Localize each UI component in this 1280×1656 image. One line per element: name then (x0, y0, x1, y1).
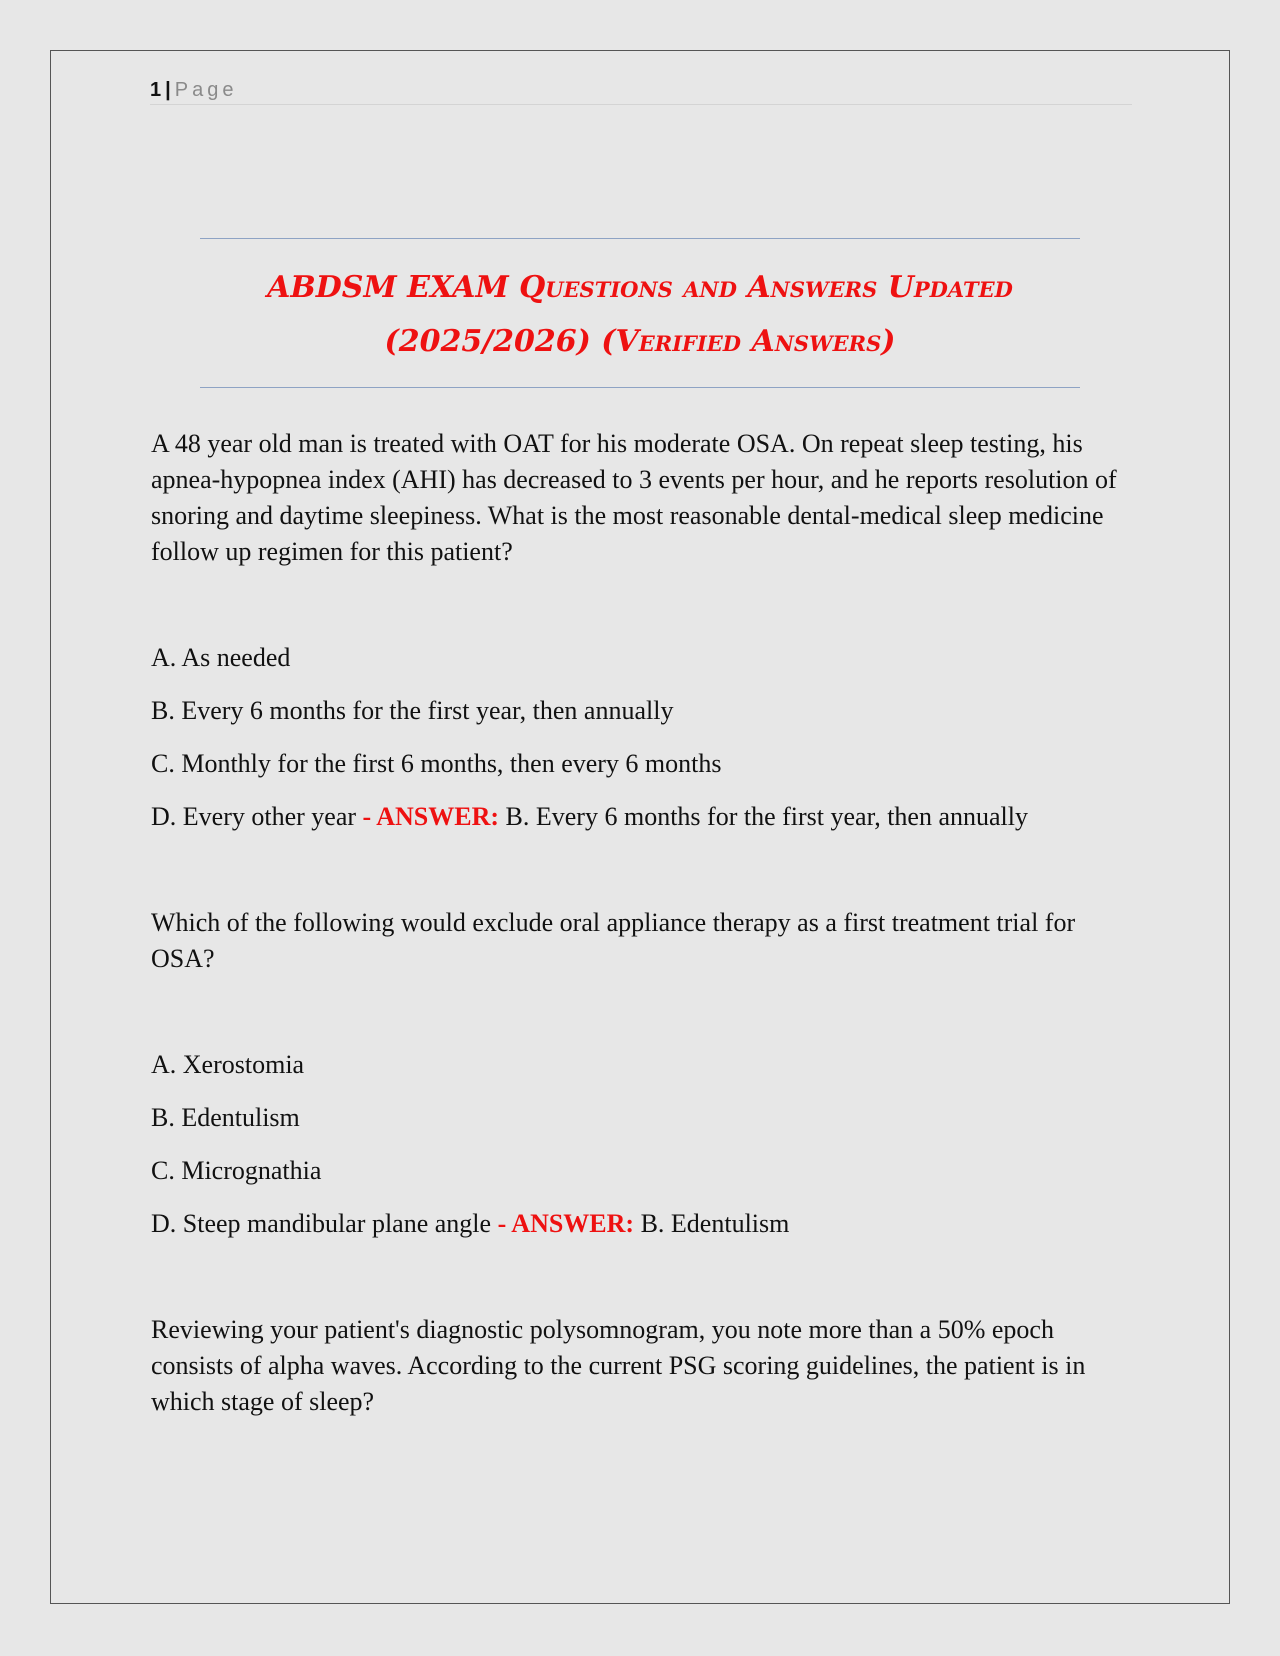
question-1-answer-text: B. Every 6 months for the first year, then annually (505, 802, 1028, 831)
question-2-option-c: C. Micrognathia (151, 1156, 322, 1185)
question-1-option-d-text: D. Every other year (151, 802, 357, 831)
question-1-answer-label: - ANSWER: (362, 802, 500, 831)
page-number: 1 (150, 79, 162, 101)
page-word: Page (174, 79, 238, 101)
question-2-option-b: B. Edentulism (151, 1103, 300, 1132)
question-1-option-c: C. Monthly for the first 6 months, then every 6 months (151, 749, 722, 778)
question-2-option-a: A. Xerostomia (151, 1050, 305, 1079)
question-1-option-d (151, 799, 1131, 835)
title-line-1: ABDSM EXAM Questions and Answers Updated (267, 270, 1013, 305)
document-title (200, 261, 1080, 369)
question-1-text: A 48 year old man is treated with OAT for his moderate OSA. On repeat sleep testing, his apnea-hypopnea index (AHI) has decreased to 3 events per hour, and he reports resolution of snoring and daytime sleepiness. What is the most reasonable dental-medical sleep medicine follow up regimen for this patient? (151, 429, 1117, 566)
question-2-answer-text: B. Edentulism (640, 1209, 790, 1238)
question-1-option-b: B. Every 6 months for the first year, then annually (151, 696, 674, 725)
page-header (150, 76, 1132, 105)
question-1-option-a: A. As needed (151, 643, 291, 672)
question-3-text: Reviewing your patient's diagnostic polysomnogram, you note more than a 50% epoch consists of alpha waves. According to the current PSG scoring guidelines, the patient is in which stage of sleep? (151, 1315, 1086, 1416)
title-line-2: (2025/2026) (Verified Answers) (384, 324, 896, 359)
question-2-answer-label: - ANSWER: (497, 1209, 635, 1238)
title-block (200, 238, 1080, 388)
page-separator: | (165, 79, 171, 101)
question-2-text: Which of the following would exclude oral appliance therapy as a first treatment trial for OSA? (151, 908, 1076, 973)
question-2-option-d-text: D. Steep mandibular plane angle (151, 1209, 492, 1238)
document-body (151, 426, 1131, 1420)
question-2-option-d (151, 1206, 1131, 1242)
